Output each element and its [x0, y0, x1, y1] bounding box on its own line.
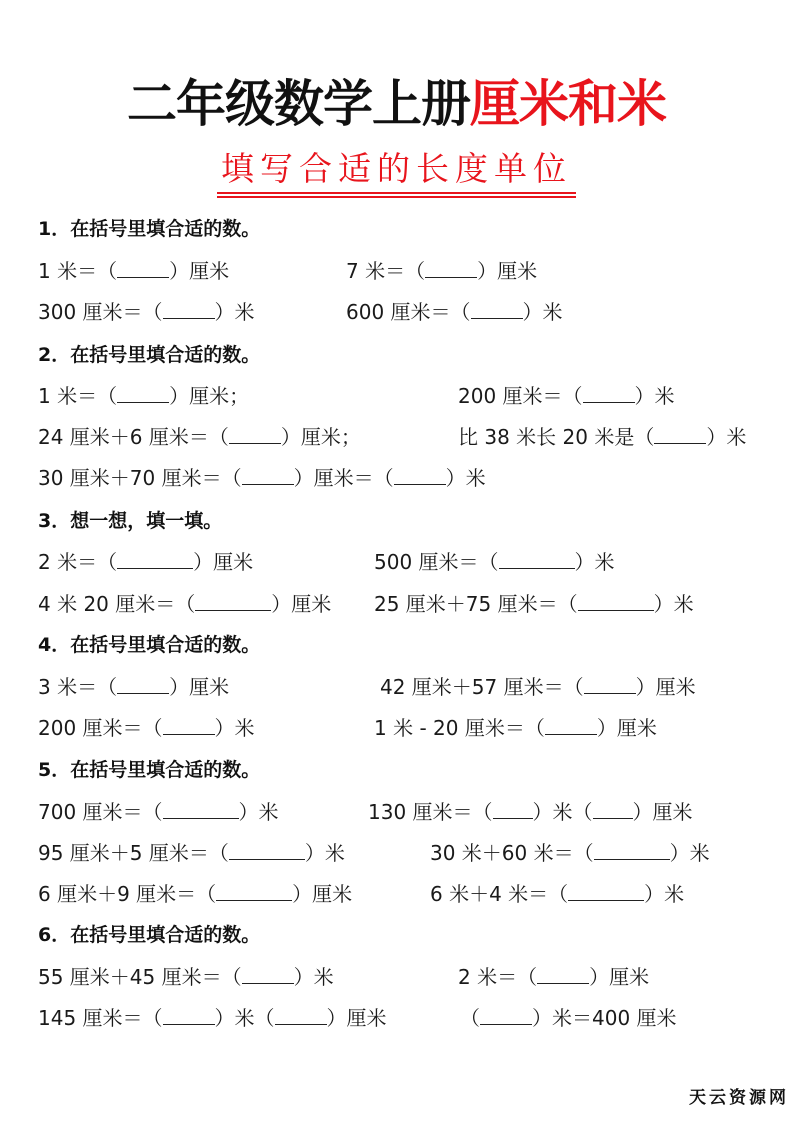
question-row [458, 961, 649, 990]
question-row [38, 796, 279, 825]
question-row [38, 462, 486, 491]
question-unit: ）厘米； [280, 425, 361, 449]
question-row [458, 380, 675, 409]
worksheet-subtitle: 填写合适的长度单位 [217, 148, 576, 194]
question-unit: ）厘米 [589, 965, 650, 989]
answer-blank[interactable] [163, 716, 215, 735]
question-row [38, 1002, 387, 1031]
answer-blank[interactable] [425, 259, 477, 278]
question-text: 30 米＋60 米＝（ [430, 841, 594, 865]
question-text: 1 米＝（ [38, 384, 118, 408]
question-unit: ）米 [522, 300, 563, 324]
question-text: 95 厘米＋5 厘米＝（ [38, 841, 229, 865]
question-unit: ）厘米； [169, 384, 250, 408]
question-row [380, 671, 696, 700]
question-row [38, 588, 331, 617]
title-black-part: 二年级数学上册 [127, 75, 470, 133]
question-row [368, 796, 693, 825]
question-row [374, 546, 615, 575]
question-row [38, 837, 345, 866]
section-3-title: 3．想一想，填一填。 [38, 510, 223, 532]
question-text: 2 米＝（ [458, 965, 538, 989]
question-text: 55 厘米＋45 厘米＝（ [38, 965, 242, 989]
question-unit: ）厘米 [292, 882, 353, 906]
answer-blank[interactable] [537, 965, 589, 984]
answer-blank[interactable] [117, 384, 169, 403]
answer-blank[interactable] [117, 675, 169, 694]
answer-blank[interactable] [654, 425, 706, 444]
answer-blank[interactable] [216, 882, 292, 901]
question-unit: ）米＝400 厘米 [532, 1006, 677, 1030]
question-row [38, 671, 229, 700]
question-unit: ）米 [634, 384, 675, 408]
question-text: 3 米＝（ [38, 675, 118, 699]
section-1-title: 1．在括号里填合适的数。 [38, 218, 261, 240]
question-unit: ）米 [706, 425, 747, 449]
question-row [38, 712, 255, 741]
section-2-title: 2．在括号里填合适的数。 [38, 344, 261, 366]
answer-blank[interactable] [229, 841, 305, 860]
question-text: 130 厘米＝（ [368, 800, 493, 824]
question-row [38, 380, 249, 409]
question-unit: ）米 [445, 466, 486, 490]
answer-blank[interactable] [578, 592, 654, 611]
answer-blank[interactable] [471, 300, 523, 319]
question-text: 7 米＝（ [346, 259, 426, 283]
question-text: 42 厘米＋57 厘米＝（ [380, 675, 584, 699]
question-row [38, 878, 352, 907]
worksheet-title [0, 74, 793, 134]
answer-blank[interactable] [584, 675, 636, 694]
question-unit: ）米 [574, 550, 615, 574]
subtitle-container [0, 148, 793, 194]
section-6-title: 6．在括号里填合适的数。 [38, 924, 261, 946]
question-unit: ）厘米 [635, 675, 696, 699]
question-unit: ）米 [238, 800, 279, 824]
answer-blank[interactable] [275, 1006, 327, 1025]
question-unit: ）厘米 [596, 716, 657, 740]
question-text: 4 米 20 厘米＝（ [38, 592, 196, 616]
answer-blank[interactable] [493, 800, 533, 819]
answer-blank[interactable] [499, 550, 575, 569]
question-text: 1 米 - 20 厘米＝（ [374, 716, 545, 740]
answer-blank[interactable] [117, 550, 193, 569]
question-unit: ）米 [214, 716, 255, 740]
question-text: 700 厘米＝（ [38, 800, 163, 824]
question-row [430, 878, 684, 907]
question-text: 500 厘米＝（ [374, 550, 499, 574]
question-row [346, 296, 563, 325]
watermark: 天云资源网 [689, 1088, 789, 1108]
question-row [460, 1002, 677, 1031]
question-unit: ）米 [669, 841, 710, 865]
question-text: 6 厘米＋9 厘米＝（ [38, 882, 217, 906]
question-row [38, 546, 253, 575]
question-text: 145 厘米＝（ [38, 1006, 163, 1030]
question-row [38, 296, 255, 325]
question-text: （ [460, 1006, 480, 1030]
question-row [38, 255, 229, 284]
answer-blank[interactable] [593, 800, 633, 819]
answer-blank[interactable] [163, 1006, 215, 1025]
answer-blank[interactable] [594, 841, 670, 860]
question-text-mid: ）米（ [214, 1006, 275, 1030]
question-unit: ）厘米 [169, 675, 230, 699]
question-row [38, 421, 361, 450]
question-unit: ）米 [644, 882, 685, 906]
answer-blank[interactable] [394, 466, 446, 485]
question-unit: ）厘米 [632, 800, 693, 824]
section-4-title: 4．在括号里填合适的数。 [38, 634, 261, 656]
question-text: 24 厘米＋6 厘米＝（ [38, 425, 229, 449]
answer-blank[interactable] [229, 425, 281, 444]
question-text: 200 厘米＝（ [38, 716, 163, 740]
answer-blank[interactable] [195, 592, 271, 611]
question-text: 600 厘米＝（ [346, 300, 471, 324]
question-unit: ）米 [304, 841, 345, 865]
question-row [430, 837, 710, 866]
answer-blank[interactable] [545, 716, 597, 735]
answer-blank[interactable] [242, 466, 294, 485]
answer-blank[interactable] [117, 259, 169, 278]
answer-blank[interactable] [568, 882, 644, 901]
answer-blank[interactable] [163, 300, 215, 319]
question-unit: ）米 [653, 592, 694, 616]
question-row [346, 255, 537, 284]
title-red-part: 厘米和米 [470, 75, 666, 133]
section-5-title: 5．在括号里填合适的数。 [38, 759, 261, 781]
question-text: 1 米＝（ [38, 259, 118, 283]
question-text-mid: ）米（ [532, 800, 593, 824]
question-row [38, 961, 334, 990]
question-text: 25 厘米＋75 厘米＝（ [374, 592, 578, 616]
question-text: 200 厘米＝（ [458, 384, 583, 408]
question-unit: ）厘米 [193, 550, 254, 574]
question-text-mid: ）厘米＝（ [293, 466, 394, 490]
question-text: 30 厘米＋70 厘米＝（ [38, 466, 242, 490]
question-text: 比 38 米长 20 米是（ [458, 425, 655, 449]
question-row [374, 588, 694, 617]
answer-blank[interactable] [163, 800, 239, 819]
question-text: 6 米＋4 米＝（ [430, 882, 569, 906]
question-text: 2 米＝（ [38, 550, 118, 574]
answer-blank[interactable] [242, 965, 294, 984]
answer-blank[interactable] [583, 384, 635, 403]
question-unit: ）厘米 [271, 592, 332, 616]
question-text: 300 厘米＝（ [38, 300, 163, 324]
question-unit: ）米 [214, 300, 255, 324]
question-unit: ）米 [293, 965, 334, 989]
question-row [458, 421, 746, 450]
question-unit: ）厘米 [169, 259, 230, 283]
question-unit: ）厘米 [477, 259, 538, 283]
answer-blank[interactable] [480, 1006, 532, 1025]
question-unit: ）厘米 [326, 1006, 387, 1030]
question-row [374, 712, 657, 741]
